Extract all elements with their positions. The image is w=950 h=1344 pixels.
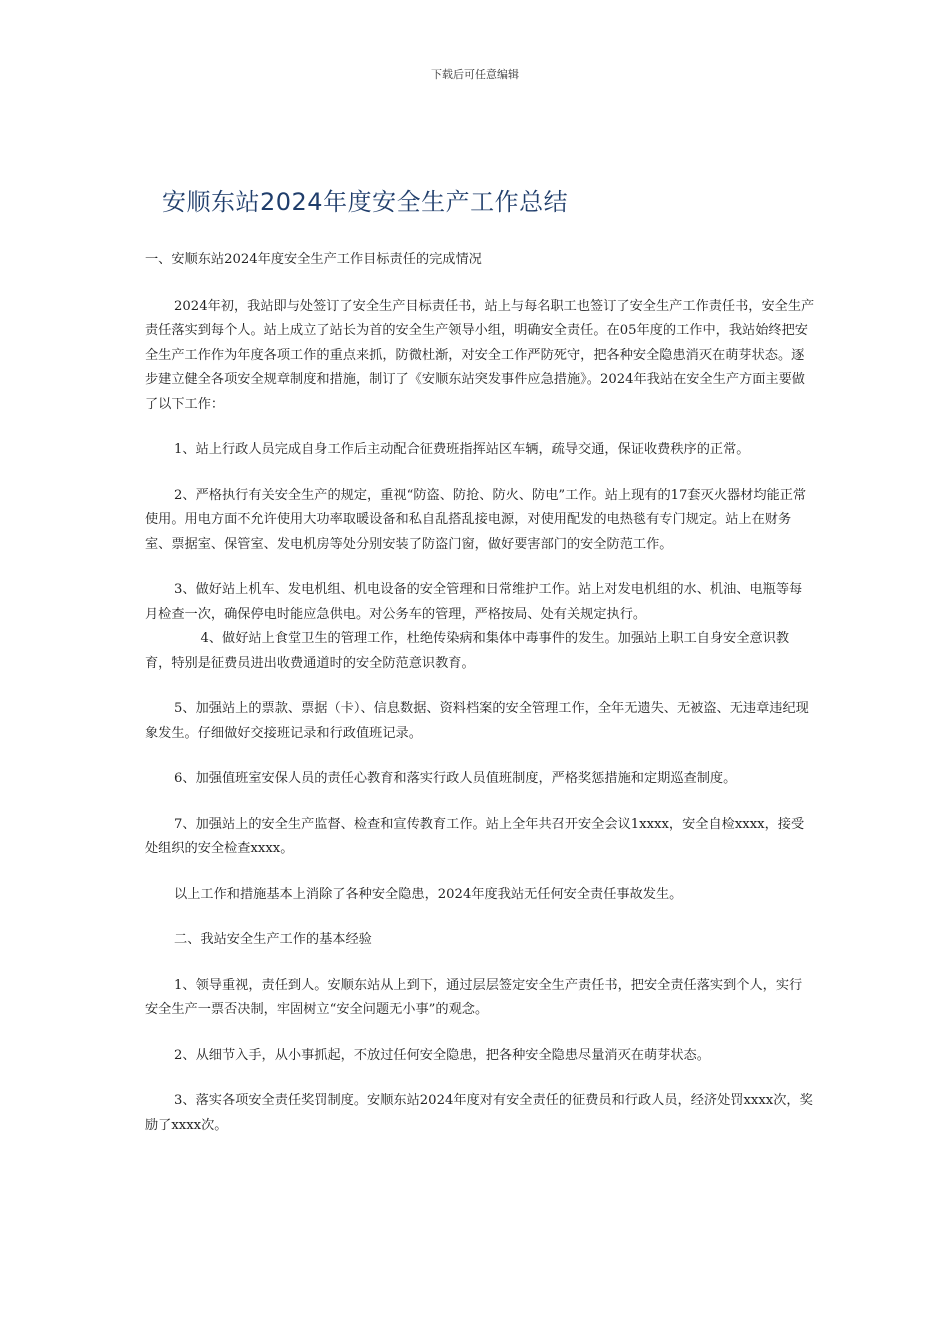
work-item-7: 7、加强站上的安全生产监督、检查和宣传教育工作。站上全年共召开安全会议1xxxx，安全自检xxxx，接受处组织的安全检查xxxx。 <box>145 816 805 856</box>
document-body <box>145 248 815 1159</box>
experience-item-3: 3、落实各项安全责任奖罚制度。安顺东站2024年度对有安全责任的征费员和行政人员，经济处罚xxxx次，奖励了xxxx次。 <box>145 1093 813 1133</box>
work-item-6: 6、加强值班室安保人员的责任心教育和落实行政人员值班制度，严格奖惩措施和定期巡查制度。 <box>174 771 737 786</box>
work-item-1: 1、站上行政人员完成自身工作后主动配合征费班指挥站区车辆，疏导交通，保证收费秩序的正常。 <box>174 442 750 457</box>
document-title: 安顺东站2024年度安全生产工作总结 <box>162 188 569 216</box>
intro-paragraph: 2024年初，我站即与处签订了安全生产目标责任书，站上与每名职工也签订了安全生产工作责任书，安全生产责任落实到每个人。站上成立了站长为首的安全生产领导小组，明确安全责任。在05年度的工作中，我站始终把安全生产工作作为年度各项工作的重点来抓，防微杜渐，对安全工作严防死守，把各种安全隐患消灭在萌芽状态。逐步建立健全各项安全规章制度和措施，制订了《安顺东站突发事件应急措施》。2024年我站在安全生产方面主要做了以下工作： <box>145 298 815 412</box>
work-item-2: 2、严格执行有关安全生产的规定，重视“防盗、防抢、防火、防电”工作。站上现有的17套灭火器材均能正常使用。用电方面不允许使用大功率取暖设备和私自乱搭乱接电源，对使用配发的电热毯有专门规定。站上在财务室、票据室、保管室、发电机房等处分别安装了防盗门窗，做好要害部门的安全防范工作。 <box>145 487 807 552</box>
experience-item-1: 1、领导重视，责任到人。安顺东站从上到下，通过层层签定安全生产责任书，把安全责任落实到个人，实行安全生产一票否决制，牢固树立“安全问题无小事”的观念。 <box>145 977 803 1017</box>
experience-item-2: 2、从细节入手，从小事抓起，不放过任何安全隐患，把各种安全隐患尽量消灭在萌芽状态。 <box>174 1047 710 1063</box>
work-item-3: 3、做好站上机车、发电机组、机电设备的安全管理和日常维护工作。站上对发电机组的水、机油、电瓶等每月检查一次，确保停电时能应急供电。对公务车的管理，严格按局、处有关规定执行。 <box>145 582 803 622</box>
section-1-heading: 一、安顺东站2024年度安全生产工作目标责任的完成情况 <box>145 252 482 267</box>
summary-paragraph: 以上工作和措施基本上消除了各种安全隐患，2024年度我站无任何安全责任事故发生。 <box>174 886 683 902</box>
section-2-heading: 二、我站安全生产工作的基本经验 <box>174 932 372 947</box>
work-item-5: 5、加强站上的票款、票据（卡）、信息数据、资料档案的安全管理工作，全年无遗失、无被盗、无违章违纪现象发生。仔细做好交接班记录和行政值班记录。 <box>145 701 809 741</box>
work-item-4: 4、做好站上食堂卫生的管理工作，杜绝传染病和集体中毒事件的发生。加强站上职工自身安全意识教育，特别是征费员进出收费通道时的安全防范意识教育。 <box>145 631 790 671</box>
header-note: 下载后可任意编辑 <box>431 68 519 81</box>
